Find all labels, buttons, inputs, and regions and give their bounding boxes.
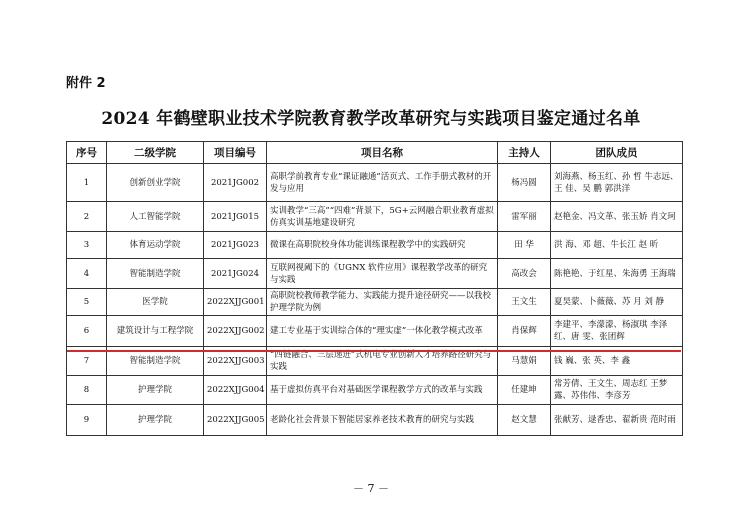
table-row <box>67 376 683 405</box>
cell-host: 王文生 <box>498 289 551 316</box>
cell-members: 李建平、李濛濛、杨淑琪 李泽红、唐 雯、张团辉 <box>551 316 683 347</box>
table-row <box>67 202 683 232</box>
cell-code: 2022XJJG004 <box>204 376 267 405</box>
cell-host: 赵文慧 <box>498 405 551 436</box>
cell-host: 马慧娟 <box>498 347 551 376</box>
attachment-label: 附件 2 <box>66 76 106 91</box>
cell-members: 钱 巍、张 英、李 鑫 <box>551 347 683 376</box>
cell-college: 智能制造学院 <box>107 347 204 376</box>
cell-code: 2021JG024 <box>204 259 267 289</box>
table-row <box>67 405 683 436</box>
cell-code: 2022XJJG005 <box>204 405 267 436</box>
cell-college: 护理学院 <box>107 405 204 436</box>
page-number: － 7 － <box>353 482 389 495</box>
header-members: 团队成员 <box>551 142 683 164</box>
cell-no: 4 <box>67 259 107 289</box>
cell-no: 7 <box>67 347 107 376</box>
header-name: 项目名称 <box>267 142 498 164</box>
page-title: 2024 年鹤壁职业技术学院教育教学改革研究与实践项目鉴定通过名单 <box>101 109 641 129</box>
header-college: 二级学院 <box>107 142 204 164</box>
cell-members: 张献芳、逯香忠、翟新贵 范时雨 <box>551 405 683 436</box>
table-row <box>67 259 683 289</box>
cell-host: 杨冯圆 <box>498 164 551 202</box>
cell-host: 雷军丽 <box>498 202 551 232</box>
cell-project-name: 微课在高职院校身体功能训练课程教学中的实践研究 <box>267 232 498 259</box>
cell-code: 2022XJJG001 <box>204 289 267 316</box>
cell-project-name: 高职学前教育专业“课证融通”活页式、工作手册式教材的开发与应用 <box>267 164 498 202</box>
table-row <box>67 164 683 202</box>
cell-project-name: 互联网视阈下的《UGNX 软件应用》课程教学改革的研究与实践 <box>267 259 498 289</box>
cell-project-name: 老龄化社会背景下智能居家养老技术教育的研究与实践 <box>267 405 498 436</box>
cell-host: 任建坤 <box>498 376 551 405</box>
cell-college: 护理学院 <box>107 376 204 405</box>
cell-code: 2022XJJG003 <box>204 347 267 376</box>
table-row <box>67 316 683 347</box>
cell-members: 刘海燕、杨玉红、孙 哲 牛志远、王 佳、吴 鹏 郭洪洋 <box>551 164 683 202</box>
cell-code: 2021JG015 <box>204 202 267 232</box>
cell-host: 田 华 <box>498 232 551 259</box>
cell-host: 高改会 <box>498 259 551 289</box>
table-row <box>67 232 683 259</box>
cell-college: 医学院 <box>107 289 204 316</box>
table-row <box>67 289 683 316</box>
cell-college: 体育运动学院 <box>107 232 204 259</box>
cell-code: 2021JG023 <box>204 232 267 259</box>
cell-code: 2022XJJG002 <box>204 316 267 347</box>
cell-project-name: 建工专业基于实训综合体的“理实虚”一体化教学模式改革 <box>267 316 498 347</box>
cell-no: 3 <box>67 232 107 259</box>
cell-college: 人工智能学院 <box>107 202 204 232</box>
cell-code: 2021JG002 <box>204 164 267 202</box>
header-no: 序号 <box>67 142 107 164</box>
cell-members: 夏昊蒙、卜薇薇、苏 月 刘 静 <box>551 289 683 316</box>
cell-college: 智能制造学院 <box>107 259 204 289</box>
cell-no: 9 <box>67 405 107 436</box>
cell-project-name: “四链融合、三层递进”式机电专业创新人才培养路径研究与实践 <box>267 347 498 376</box>
cell-project-name: 高职院校教师教学能力、实践能力提升途径研究——以我校护理学院为例 <box>267 289 498 316</box>
cell-members: 赵艳金、冯文革、张玉娇 肖文珂 <box>551 202 683 232</box>
cell-no: 8 <box>67 376 107 405</box>
cell-no: 5 <box>67 289 107 316</box>
cell-host: 肖保辉 <box>498 316 551 347</box>
cell-college: 建筑设计与工程学院 <box>107 316 204 347</box>
cell-members: 陈艳艳、于红星、朱海勇 王海瑞 <box>551 259 683 289</box>
cell-members: 洪 海、邓 超、牛长江 赵 昕 <box>551 232 683 259</box>
header-code: 项目编号 <box>204 142 267 164</box>
cell-no: 2 <box>67 202 107 232</box>
cell-no: 6 <box>67 316 107 347</box>
table-header-row <box>67 142 683 164</box>
project-table <box>66 141 683 436</box>
highlight-underline <box>67 350 681 352</box>
header-host: 主持人 <box>498 142 551 164</box>
cell-no: 1 <box>67 164 107 202</box>
cell-project-name: 基于虚拟仿真平台对基础医学课程教学方式的改革与实践 <box>267 376 498 405</box>
cell-project-name: 实训教学“三高”“四难”背景下，5G+云网融合职业教育虚拟仿真实训基地建设研究 <box>267 202 498 232</box>
cell-members: 常芳倩、王文生、周志红 王梦露、苏伟伟、李彦芳 <box>551 376 683 405</box>
cell-college: 创新创业学院 <box>107 164 204 202</box>
